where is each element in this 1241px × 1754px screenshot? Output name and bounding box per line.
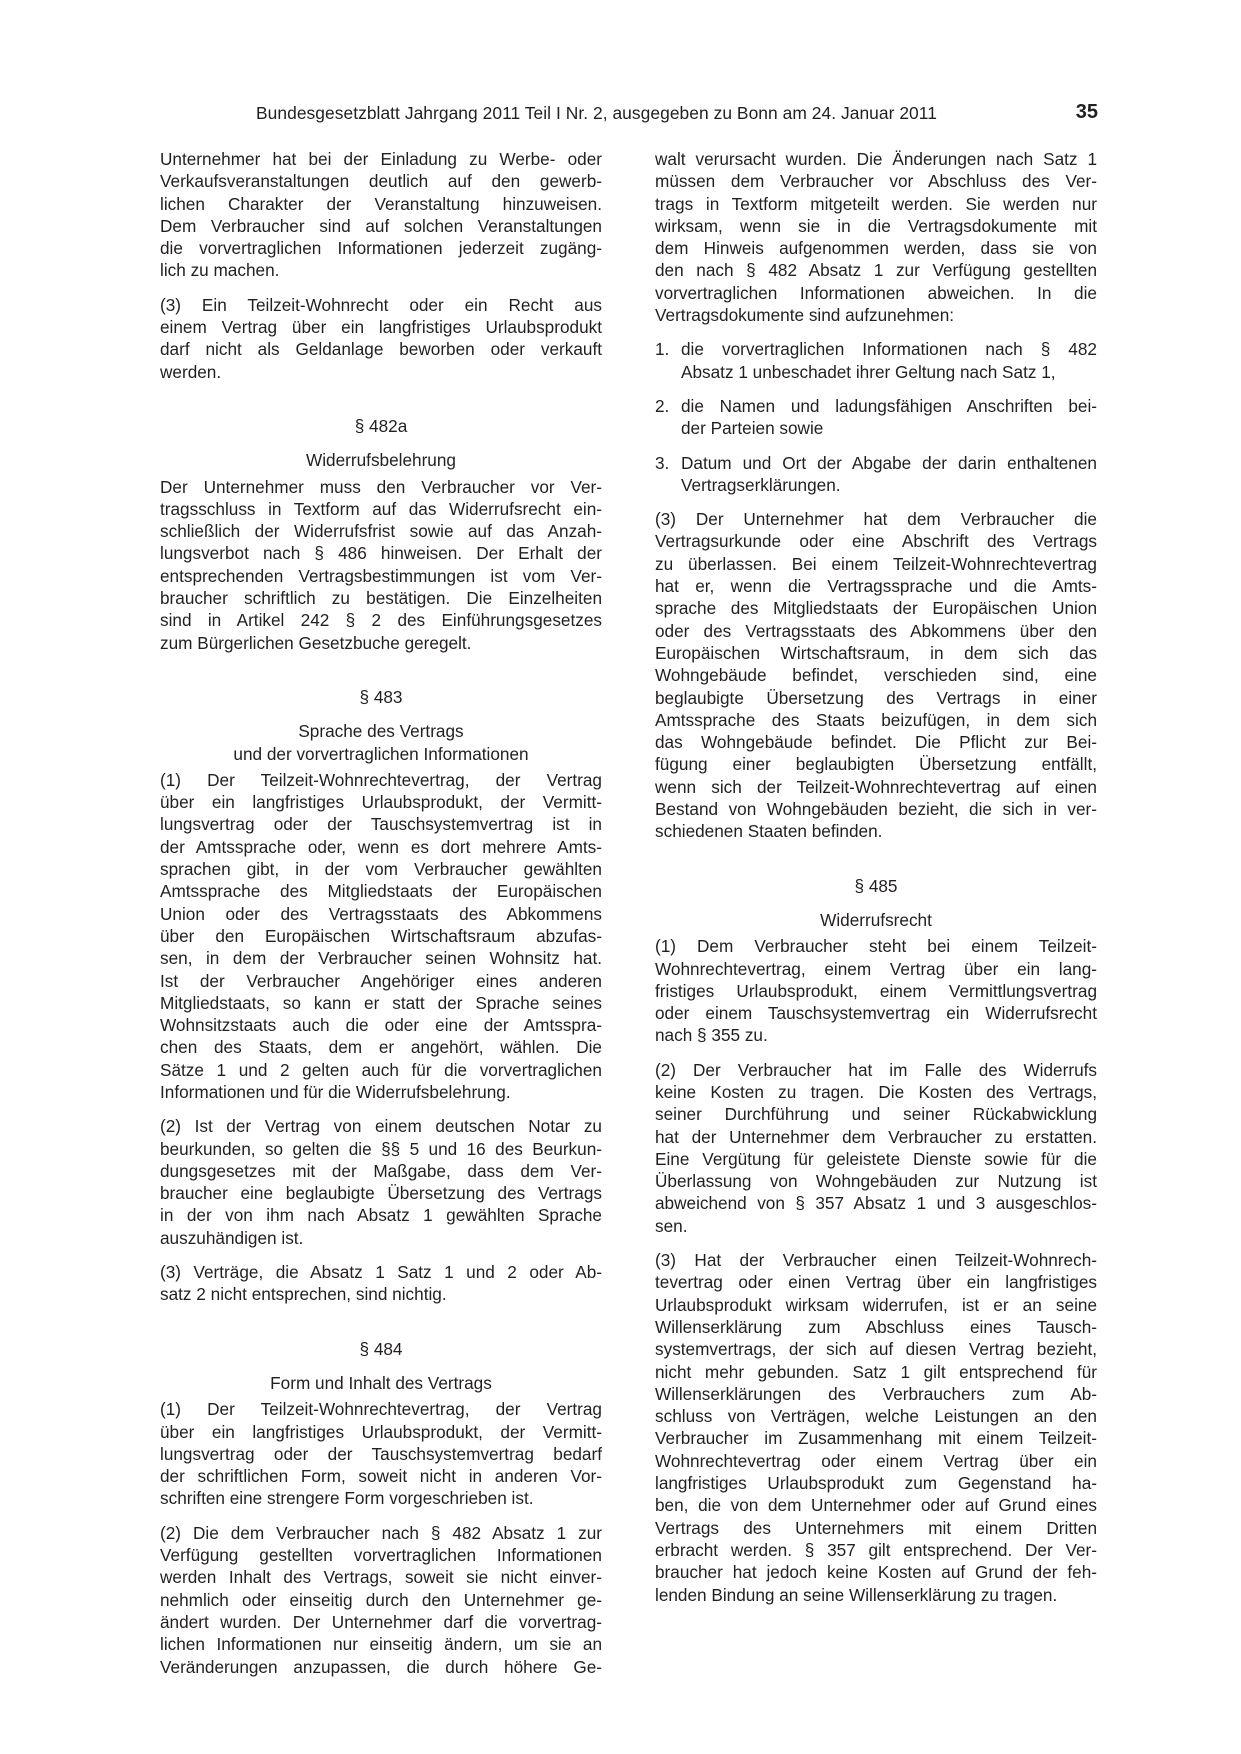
text-line: schriften eine strengere Form vorgeschrieben ist. — [160, 1488, 534, 1509]
text-line: Der Unternehmer muss den Verbraucher vor Ver- — [160, 476, 602, 497]
paragraph — [160, 476, 602, 654]
paragraph — [655, 508, 1097, 842]
text-line: Verbraucher im Zusammenhang mit einem Teilzeit- — [655, 1428, 1097, 1449]
text-line: seiner Durchführung und seiner Rückabwicklung — [655, 1104, 1097, 1125]
text-line: ändert wurden. Der Unternehmer darf die vorvertrag- — [160, 1611, 602, 1632]
text-line: Wohnrechtevertrag oder einem Vertrag über ein — [655, 1450, 1097, 1471]
list-item-text — [681, 338, 1097, 383]
paragraph — [655, 148, 1097, 326]
text-line: Willenserklärung zum Abschluss eines Tausch- — [655, 1316, 1097, 1337]
section-title — [160, 720, 602, 765]
text-line: zu überlassen. Bei einem Teilzeit-Wohnrechtevertrag — [655, 553, 1097, 574]
text-line: (3) Der Unternehmer hat dem Verbraucher die — [655, 509, 1097, 530]
text-line: braucher eine beglaubigte Übersetzung des Vertrags — [160, 1183, 602, 1204]
section-title — [160, 1372, 602, 1394]
text-line: schiedenen Staaten befinden. — [655, 821, 883, 842]
spacer — [160, 1318, 602, 1338]
paragraph — [160, 1115, 602, 1249]
list-item — [655, 395, 1097, 440]
text-line: (3) Ein Teilzeit-Wohnrecht oder ein Recht aus — [160, 294, 602, 315]
text-line: erbracht werden. § 357 gilt entsprechend. Der Ver- — [655, 1539, 1097, 1560]
text-line: Wohngebäude befindet, verschieden sind, eine — [655, 665, 1097, 686]
text-line: Vertragsdokumente sind aufzunehmen: — [655, 305, 955, 326]
text-line: Wohnsitzstaats auch die oder eine der Amtsspra- — [160, 1015, 602, 1036]
paragraph — [160, 1398, 602, 1509]
text-line: die Namen und ladungsfähigen Anschriften bei- — [681, 395, 1097, 416]
text-line: Amtssprache des Staats beizufügen, in dem sich — [655, 709, 1097, 730]
text-line: ben, die von dem Unternehmer oder auf Grund eines — [655, 1495, 1097, 1516]
text-line: Veränderungen anzupassen, die durch höhere Ge- — [160, 1656, 602, 1677]
paragraph — [160, 769, 602, 1103]
text-line: wenn sich der Teilzeit-Wohnrechtevertrag auf einen — [655, 776, 1097, 797]
title-line: und der vorvertraglichen Informationen — [233, 743, 529, 764]
text-line: Überlassung von Wohngebäuden zur Nutzung ist — [655, 1171, 1097, 1192]
text-line: fügung einer beglaubigten Übersetzung entfällt, — [655, 754, 1097, 775]
title-line: Widerrufsrecht — [820, 909, 932, 930]
text-line: die vorvertraglichen Informationen jederzeit zugäng- — [160, 238, 602, 259]
text-line: über ein langfristiges Urlaubsprodukt, der Vermitt- — [160, 1421, 602, 1442]
text-line: Union oder des Vertragsstaats des Abkommens — [160, 903, 602, 924]
text-line: werden Inhalt des Vertrags, soweit sie nicht einver- — [160, 1567, 602, 1588]
list-item-number: 2. — [655, 395, 670, 416]
text-line: oder einem Tauschsystemvertrag ein Widerrufsrecht — [655, 1003, 1097, 1024]
text-line: Amtssprache des Mitgliedstaats der Europäischen — [160, 881, 602, 902]
text-line: in der von ihm nach Absatz 1 gewählten Sprache — [160, 1205, 602, 1226]
section-number: § 484 — [359, 1338, 403, 1359]
text-line: Europäischen Wirtschaftsraum, in dem sich das — [655, 642, 1097, 663]
text-line: Eine Vergütung für geleistete Dienste sowie für die — [655, 1148, 1097, 1169]
text-line: Vertragsurkunde oder eine Abschrift des Vertrags — [655, 531, 1097, 552]
text-line: lungsvertrag oder der Tauschsystemvertrag bedarf — [160, 1443, 602, 1464]
text-line: Verfügung gestellten vorvertraglichen Informationen — [160, 1545, 602, 1566]
text-line: auszuhändigen ist. — [160, 1227, 304, 1248]
text-line: Datum und Ort der Abgabe der darin enthaltenen — [681, 452, 1097, 473]
text-line: keine Kosten zu tragen. Die Kosten des Vertrags, — [655, 1081, 1097, 1102]
list-item — [655, 452, 1097, 497]
text-line: (1) Dem Verbraucher steht bei einem Teilzeit- — [655, 936, 1097, 957]
text-line: Mitgliedstaats, so kann er statt der Sprache seines — [160, 992, 602, 1013]
text-line: die vorvertraglichen Informationen nach § 482 — [681, 339, 1097, 360]
text-line: den nach § 482 Absatz 1 zur Verfügung gestellten — [655, 260, 1097, 281]
page-number: 35 — [1075, 101, 1098, 123]
spacer — [160, 395, 602, 415]
text-line: walt verursacht wurden. Die Änderungen nach Satz 1 — [655, 149, 1097, 169]
text-line: (3) Verträge, die Absatz 1 Satz 1 und 2 oder Ab- — [160, 1262, 602, 1283]
title-line: Sprache des Vertrags — [298, 721, 464, 742]
text-line: Urlaubsprodukt wirksam widerrufen, ist er an seine — [655, 1294, 1097, 1315]
section-number: § 483 — [359, 686, 403, 707]
text-line: Absatz 1 unbeschadet ihrer Geltung nach Satz 1, — [681, 361, 1056, 382]
text-line: sprache des Mitgliedstaats der Europäischen Union — [655, 598, 1097, 619]
page-header — [256, 103, 1098, 131]
text-line: über ein langfristiges Urlaubsprodukt, der Vermitt- — [160, 792, 602, 813]
text-line: (1) Der Teilzeit-Wohnrechtevertrag, der Vertrag — [160, 1399, 602, 1420]
text-line: Dem Verbraucher sind auf solchen Veranstaltungen — [160, 215, 602, 236]
text-line: Willenserklärungen des Verbrauchers zum Ab- — [655, 1383, 1097, 1404]
text-line: lich zu machen. — [160, 260, 280, 281]
text-line: beglaubigte Übersetzung des Vertrags in einer — [655, 687, 1097, 708]
text-line: (2) Ist der Vertrag von einem deutschen Notar zu — [160, 1116, 602, 1137]
text-line: lungsvertrag oder der Tauschsystemvertrag ist in — [160, 814, 602, 835]
text-line: hat er, wenn die Vertragssprache und die Amts- — [655, 576, 1097, 597]
text-line: einem Vertrag über ein langfristiges Urlaubsprodukt — [160, 317, 602, 338]
text-line: schluss von Verträgen, welche Leistungen an den — [655, 1406, 1097, 1427]
text-line: sen. — [655, 1215, 688, 1236]
text-line: schließlich der Widerrufsfrist sowie auf das Anzah- — [160, 521, 602, 542]
text-line: dem Hinweis aufgenommen werden, dass sie von — [655, 238, 1097, 259]
title-line: Widerrufsbelehrung — [306, 450, 456, 471]
text-line: (1) Der Teilzeit-Wohnrechtevertrag, der Vertrag — [160, 769, 602, 790]
text-line: langfristiges Urlaubsprodukt zum Gegenstand ha- — [655, 1473, 1097, 1494]
text-line: Sätze 1 und 2 gelten auch für die vorvertraglichen — [160, 1059, 602, 1080]
text-line: werden. — [160, 361, 222, 382]
list-item-text — [681, 395, 1097, 440]
text-line: braucher hat jedoch keine Kosten auf Grund der feh- — [655, 1562, 1097, 1583]
text-line: beurkunden, so gelten die §§ 5 und 16 des Beurkun- — [160, 1138, 602, 1159]
paragraph — [160, 1522, 602, 1678]
paragraph — [160, 294, 602, 383]
text-line: fristiges Urlaubsprodukt, einem Vermittlungsvertrag — [655, 980, 1097, 1001]
text-line: vorvertraglichen Informationen abweichen. In die — [655, 282, 1097, 303]
list-item-text — [681, 452, 1097, 497]
list-item-number: 1. — [655, 339, 670, 360]
text-line: zum Bürgerlichen Gesetzbuche geregelt. — [160, 632, 472, 653]
text-line: Wohnrechtevertrag, einem Vertrag über ein lang- — [655, 958, 1097, 979]
text-line: lenden Bindung an seine Willenserklärung zu tragen. — [655, 1584, 1058, 1605]
text-line: Informationen und für die Widerrufsbelehrung. — [160, 1081, 511, 1102]
text-line: Vertrags des Unternehmers mit einem Dritten — [655, 1517, 1097, 1538]
text-line: Vertragserklärungen. — [681, 474, 841, 495]
text-line: nach § 355 zu. — [655, 1025, 768, 1046]
paragraph — [655, 1249, 1097, 1606]
text-line: tevertrag oder einen Vertrag über ein langfristiges — [655, 1272, 1097, 1293]
title-line: Form und Inhalt des Vertrags — [270, 1372, 492, 1393]
text-line: das Wohngebäude befindet. Die Pflicht zur Bei- — [655, 732, 1097, 753]
text-line: dungsgesetzes mit der Maßgabe, dass dem Ver- — [160, 1160, 602, 1181]
text-line: lichen Charakter der Veranstaltung hinzuweisen. — [160, 193, 602, 214]
text-line: (2) Die dem Verbraucher nach § 482 Absatz 1 zur — [160, 1522, 602, 1543]
section-title — [655, 909, 1097, 931]
text-line: hat der Unternehmer dem Verbraucher zu erstatten. — [655, 1126, 1097, 1147]
text-line: abweichend von § 357 Absatz 1 und 3 ausgeschlos- — [655, 1193, 1097, 1214]
text-line: oder des Vertragsstaats des Abkommens über den — [655, 620, 1097, 641]
list-item-number: 3. — [655, 452, 670, 473]
list-item — [655, 338, 1097, 383]
spacer — [160, 666, 602, 686]
section-number: § 482a — [354, 415, 408, 436]
text-line: chen des Staats, dem er angehört, wählen. Die — [160, 1037, 602, 1058]
text-line: wirksam, wenn sie in die Vertragsdokumente mit — [655, 215, 1097, 236]
left-column — [160, 148, 602, 1690]
section-number: § 485 — [854, 875, 898, 896]
text-line: systemvertrags, der sich auf diesen Vertrag bezieht, — [655, 1339, 1097, 1360]
text-line: satz 2 nicht entsprechen, sind nichtig. — [160, 1284, 447, 1305]
text-line: lichen Informationen nur einseitig ändern, um sie an — [160, 1634, 602, 1655]
text-line: trags in Textform mitgeteilt werden. Sie werden nur — [655, 193, 1097, 214]
right-column — [655, 148, 1097, 1618]
paragraph — [655, 1059, 1097, 1237]
text-line: der Amtssprache oder, wenn es dort mehrere Amts- — [160, 836, 602, 857]
text-line: Ist der Verbraucher Angehöriger eines anderen — [160, 970, 602, 991]
text-line: sen, in dem der Verbraucher seinen Wohnsitz hat. — [160, 948, 602, 969]
text-line: lungsverbot nach § 486 hinweisen. Der Erhalt der — [160, 543, 602, 564]
text-line: der Parteien sowie — [681, 418, 824, 439]
text-line: nicht mehr gebunden. Satz 1 gilt entsprechend für — [655, 1361, 1097, 1382]
gazette-title: Bundesgesetzblatt Jahrgang 2011 Teil I Nr. 2, ausgegeben zu Bonn am 24. Januar 2011 — [256, 103, 937, 123]
text-line: entsprechenden Vertragsbestimmungen ist vom Ver- — [160, 565, 602, 586]
text-line: tragsschluss in Textform auf das Widerrufsrecht ein- — [160, 498, 602, 519]
paragraph — [160, 1261, 602, 1306]
text-line: Verkaufsveranstaltungen deutlich auf den gewerb- — [160, 171, 602, 192]
paragraph — [160, 148, 602, 282]
section-title — [160, 449, 602, 471]
text-line: sprachen gibt, in der vom Verbraucher gewählten — [160, 859, 602, 880]
text-line: Unternehmer hat bei der Einladung zu Werbe- oder — [160, 149, 602, 169]
text-line: der schriftlichen Form, soweit nicht in anderen Vor- — [160, 1466, 602, 1487]
numbered-list — [655, 338, 1097, 496]
text-line: nehmlich oder einseitig durch den Unternehmer ge- — [160, 1589, 602, 1610]
text-line: braucher schriftlich zu bestätigen. Die Einzelheiten — [160, 588, 602, 609]
text-line: müssen dem Verbraucher vor Abschluss des Ver- — [655, 171, 1097, 192]
text-line: über den Europäischen Wirtschaftsraum abzufas- — [160, 925, 602, 946]
text-line: (2) Der Verbraucher hat im Falle des Widerrufs — [655, 1059, 1097, 1080]
spacer — [655, 855, 1097, 875]
paragraph — [655, 935, 1097, 1046]
text-line: Bestand von Wohngebäuden bezieht, die sich in ver- — [655, 799, 1097, 820]
text-line: sind in Artikel 242 § 2 des Einführungsgesetzes — [160, 610, 602, 631]
text-line: darf nicht als Geldanlage beworben oder verkauft — [160, 339, 602, 360]
text-line: (3) Hat der Verbraucher einen Teilzeit-Wohnrech- — [655, 1250, 1097, 1271]
